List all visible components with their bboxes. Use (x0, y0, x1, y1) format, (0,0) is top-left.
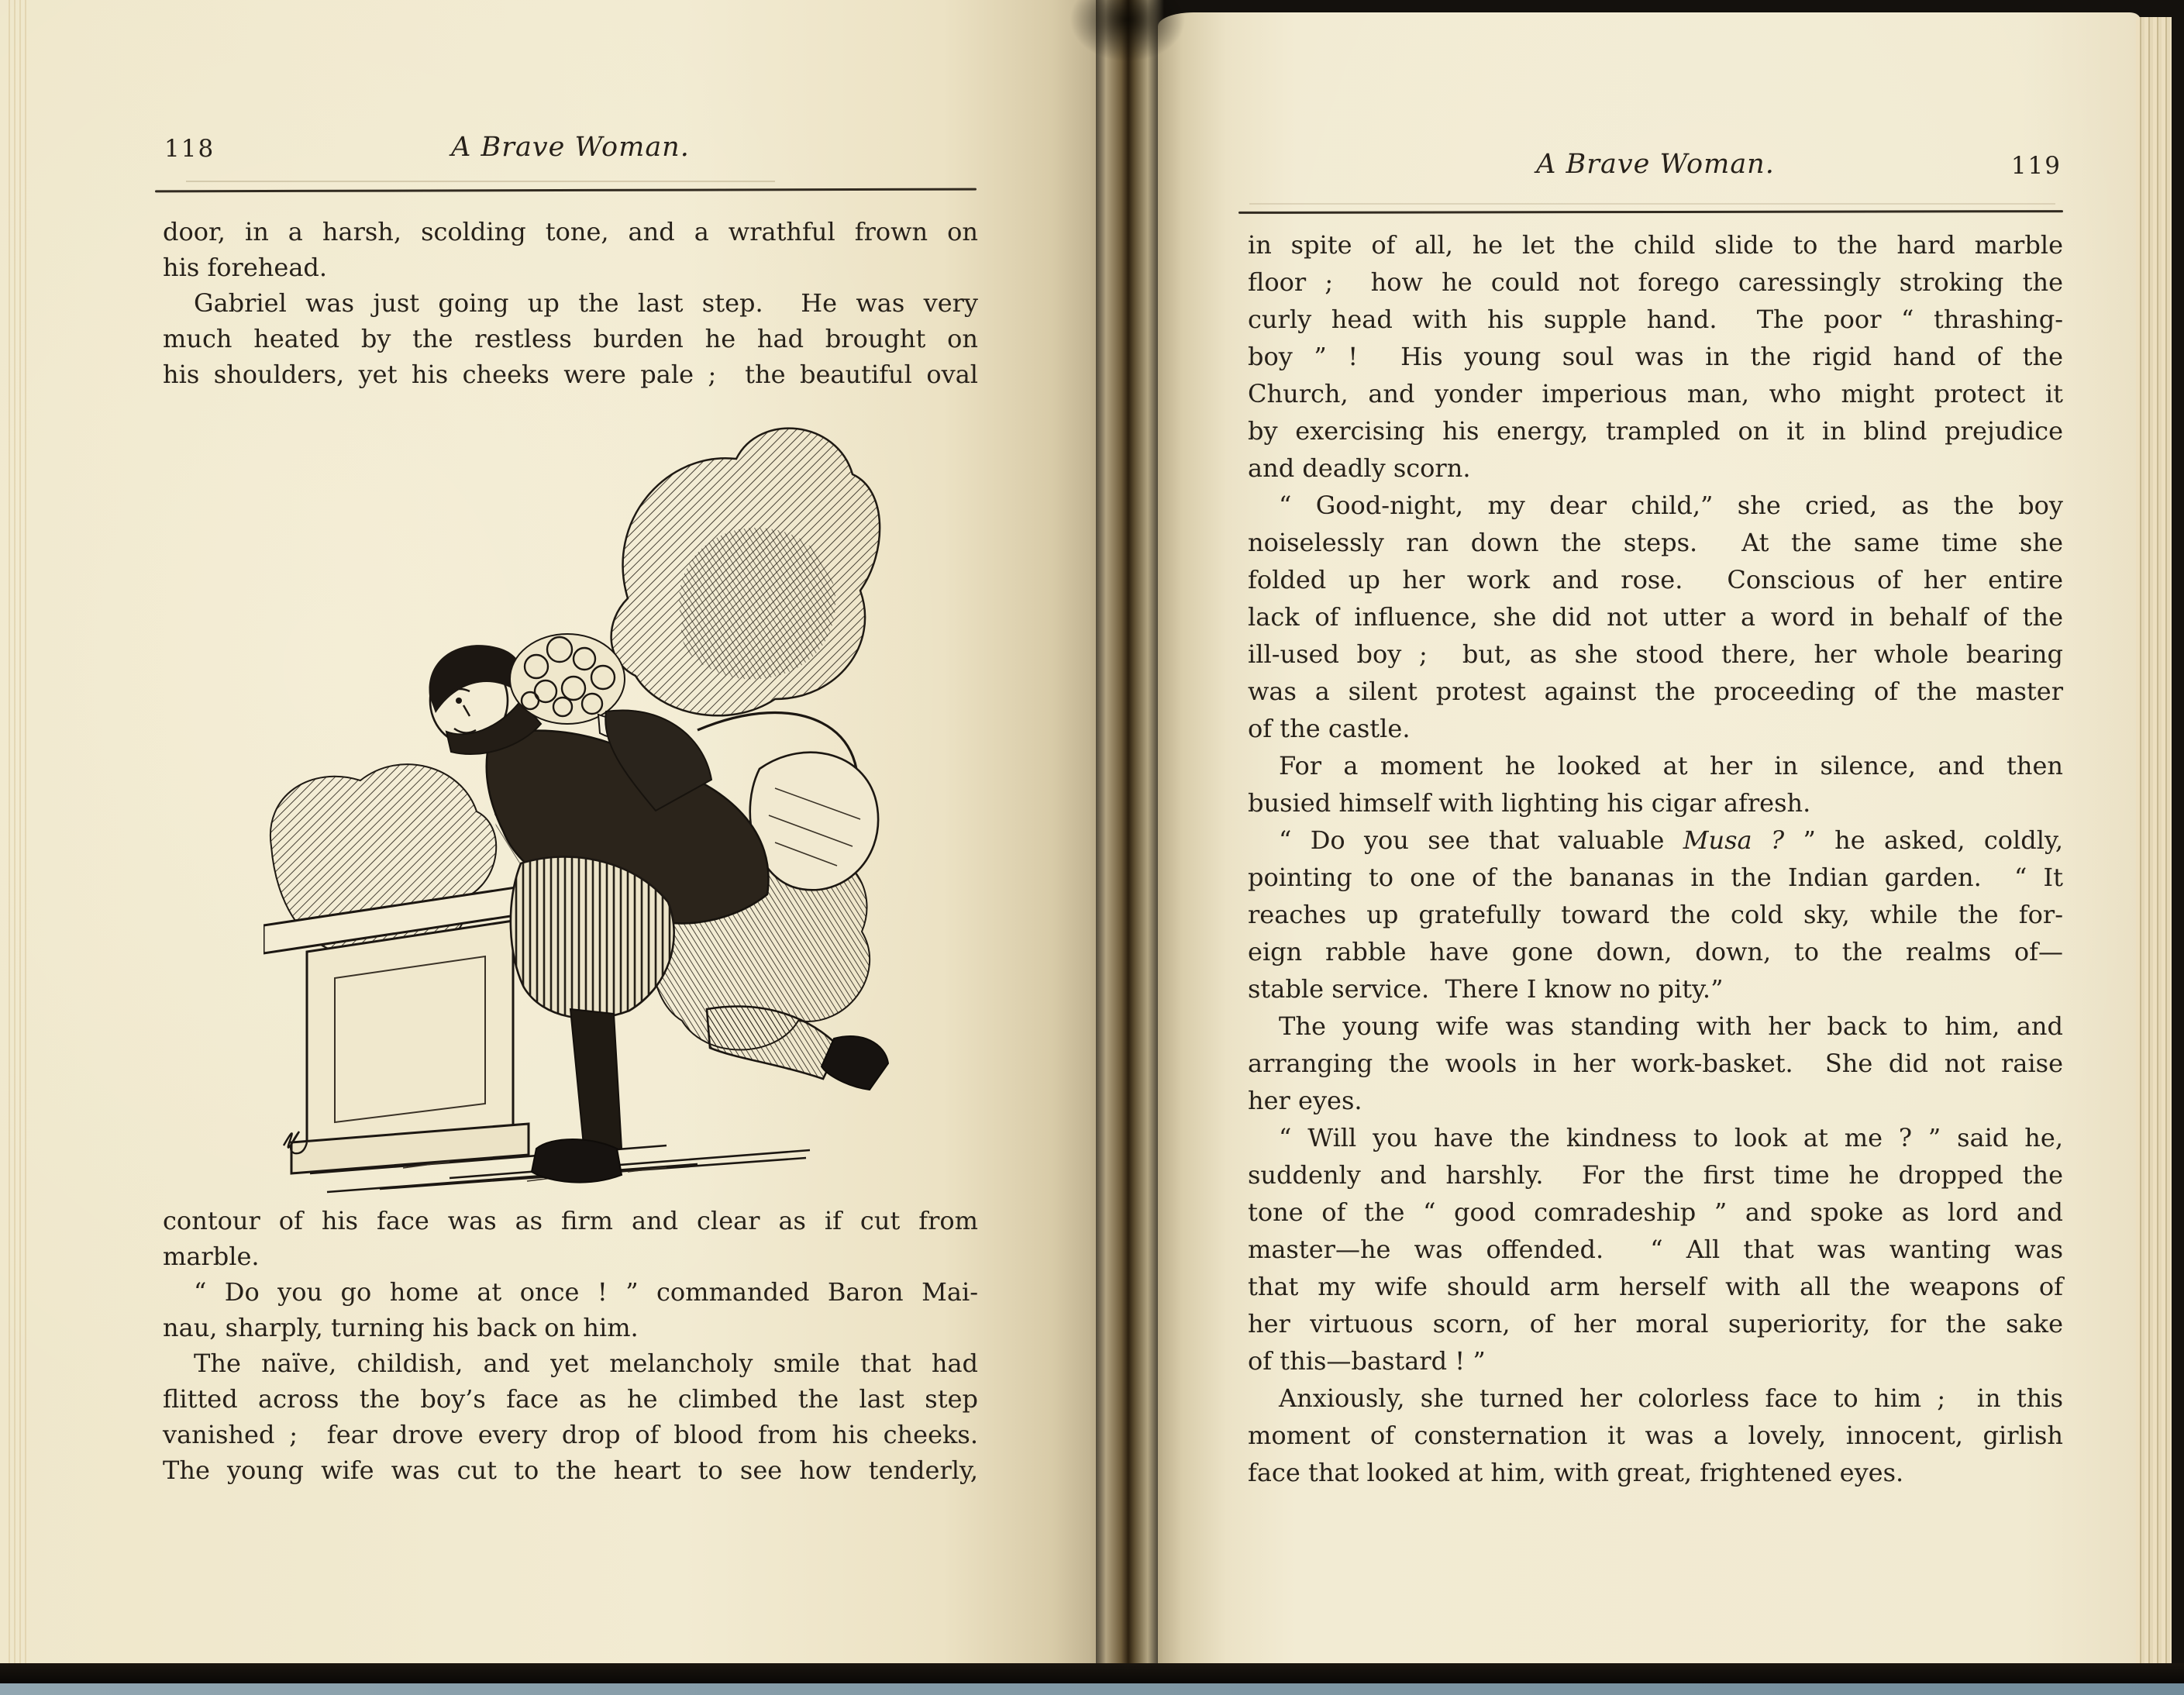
boy-stocking (570, 1009, 622, 1153)
text-line: folded up her work and rose. Conscious of her entire (1248, 565, 2063, 594)
text-line: contour of his face was as firm and clear as if cut from (163, 1206, 978, 1235)
page-left (0, 0, 1096, 1668)
text-line: marble. (163, 1242, 260, 1271)
left-page-header (163, 132, 978, 169)
book-gutter (1090, 0, 1164, 1668)
text-line: her virtuous scorn, of her moral superiority, for the sake (1248, 1309, 2063, 1338)
text-line: much heated by the restless burden he had brought on (163, 324, 978, 353)
text-line: and deadly scorn. (1248, 453, 1471, 483)
text-line: lack of influence, she did not utter a word in behalf of the (1248, 602, 2063, 632)
header-ghost-line-right (1249, 203, 2055, 205)
table-surface (0, 1683, 2184, 1695)
text-line: his forehead. (163, 253, 328, 282)
text-line: The naïve, childish, and yet melancholy smile that had (194, 1349, 978, 1378)
child-shoe (822, 1036, 888, 1090)
text-line: stable service. There I know no pity.” (1248, 974, 1724, 1004)
page-right (1158, 12, 2141, 1671)
text-line: arranging the wools in her work-basket. She did not raise (1248, 1049, 2063, 1078)
text-line: The young wife was cut to the heart to see how tenderly, (163, 1456, 978, 1485)
gutter-top-shadow (1070, 0, 1186, 62)
text-line: was a silent protest against the proceeding of the master (1248, 677, 2063, 706)
boy-eye (456, 698, 462, 704)
text-line: suddenly and harshly. For the first time he dropped the (1248, 1160, 2063, 1190)
text-line: face that looked at him, with great, frightened eyes. (1248, 1458, 1904, 1487)
header-rule-right (1238, 210, 2063, 214)
text-line: “ Do you go home at once ! ” commanded Baron Mai- (194, 1277, 978, 1307)
bush-top-right-shade (679, 528, 835, 680)
page-edges-right (2136, 17, 2172, 1665)
text-line: by exercising his energy, trampled on it in blind prejudice (1248, 416, 2063, 446)
text-line: door, in a harsh, scolding tone, and a wrathful frown on (163, 217, 978, 246)
text-line: Gabriel was just going up the last step. He was very (194, 288, 978, 318)
text-line: “ Will you have the kindness to look at me ? ” said he, (1279, 1123, 2063, 1152)
text-line: her eyes. (1248, 1086, 1362, 1115)
text-line: master—he was offended. “ All that was wanting was (1248, 1235, 2063, 1264)
left-text-below-illustration (163, 1203, 978, 1488)
header-ghost-line-left (186, 181, 775, 182)
text-line: curly head with his supple hand. The poor “ thrashing- (1248, 305, 2063, 334)
page-edge-lines-left (5, 0, 28, 1668)
text-line: moment of consternation it was a lovely, innocent, girlish (1248, 1421, 2063, 1450)
running-head-right: A Brave Woman. (1536, 149, 1775, 180)
text-line: eign rabble have gone down, down, to the realms of— (1248, 937, 2063, 966)
text-line: reaches up gratefully toward the cold sky, while the for- (1248, 900, 2063, 929)
text-line: pointing to one of the bananas in the Indian garden. “ It (1248, 863, 2063, 892)
text-line: For a moment he looked at her in silence, and then (1279, 751, 2063, 780)
text-line: Anxiously, she turned her colorless face to him ; in this (1279, 1383, 2063, 1413)
text-line: flitted across the boy’s face as he climbed the last step (163, 1384, 978, 1414)
text-line: of the castle. (1248, 714, 1411, 743)
text-line: nau, sharply, turning his back on him. (163, 1313, 639, 1342)
header-rule-left (155, 188, 977, 193)
text-line: tone of the “ good comradeship ” and spoke as lord and (1248, 1197, 2063, 1227)
text-line: noiselessly ran down the steps. At the same time she (1248, 528, 2063, 557)
hat-shape (750, 753, 878, 891)
right-text (1248, 226, 2063, 1491)
text-line: of this—bastard ! ” (1248, 1346, 1486, 1376)
running-head-left: A Brave Woman. (451, 132, 690, 163)
page-number-right: 119 (2010, 152, 2062, 180)
right-page-header (1248, 149, 2063, 186)
text-line: The young wife was standing with her back to him, and (1279, 1011, 2063, 1041)
book-illustration (264, 366, 899, 1199)
text-line: his shoulders, yet his cheeks were pale ; the beautiful oval (163, 360, 978, 389)
boy-shoe (532, 1139, 622, 1183)
text-line: ill-used boy ; but, as she stood there, her whole bearing (1248, 639, 2063, 669)
text-line: in spite of all, he let the child slide to the hard marble (1248, 230, 2063, 260)
text-line: “ Do you see that valuable Musa ? ” he asked, coldly, (1279, 825, 2064, 855)
text-line: busied himself with lighting his cigar afresh. (1248, 788, 1811, 818)
text-line: floor ; how he could not forego caressingly stroking the (1248, 267, 2063, 297)
text-line: boy ” ! His young soul was in the rigid hand of the (1248, 342, 2063, 371)
text-line: that my wife should arm herself with all the weapons of (1248, 1272, 2063, 1301)
text-line: “ Good-night, my dear child,” she cried, as the boy (1279, 491, 2063, 520)
text-line: Church, and yonder imperious man, who might protect it (1248, 379, 2063, 408)
page-number-left: 118 (164, 135, 215, 163)
text-line: vanished ; fear drove every drop of blood from his cheeks. (163, 1420, 978, 1449)
